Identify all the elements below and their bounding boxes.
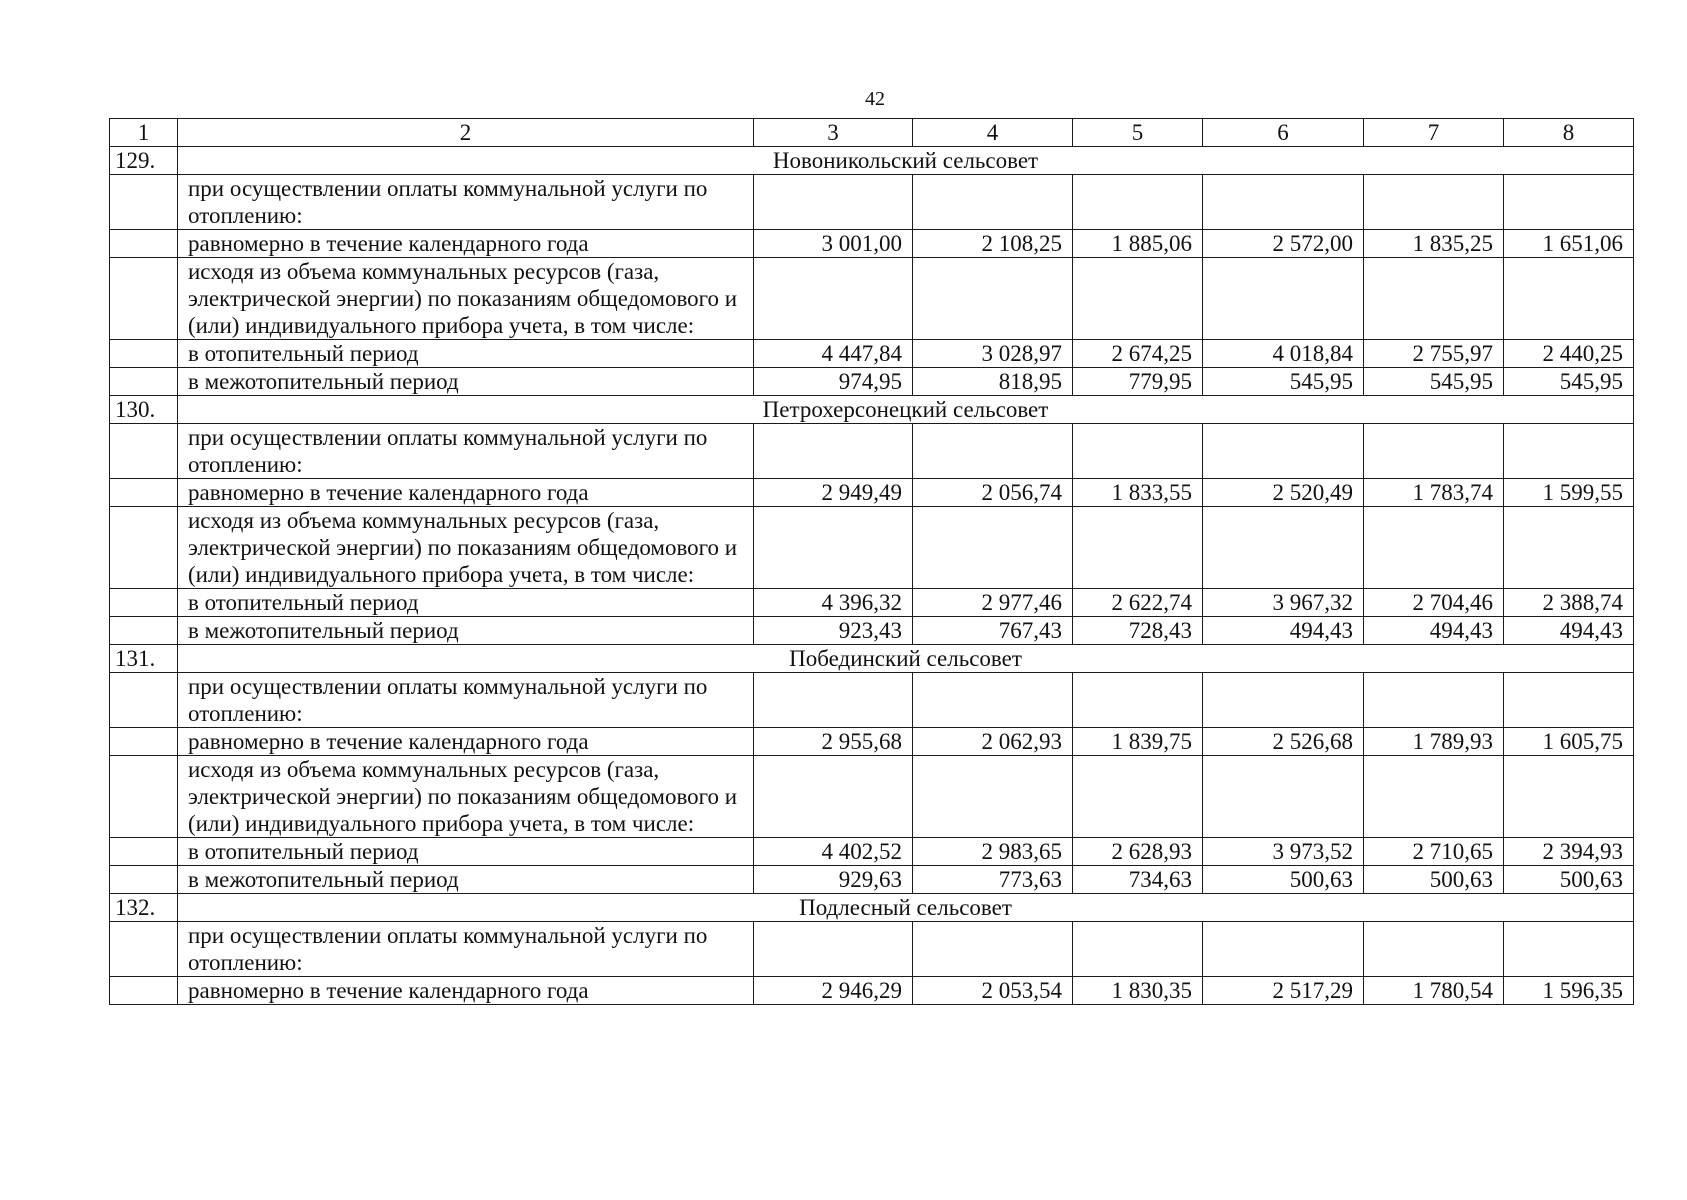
row-index-cell — [110, 479, 178, 507]
value-cell — [913, 922, 1073, 977]
row-index-cell — [110, 756, 178, 838]
value-cell — [1073, 175, 1203, 230]
section-header-row — [110, 396, 1634, 424]
value-cell: 923,43 — [754, 617, 913, 645]
row-index-cell — [110, 617, 178, 645]
value-cell — [1504, 258, 1634, 340]
value-cell: 1 651,06 — [1504, 230, 1634, 258]
value-cell: 1 789,93 — [1364, 728, 1504, 756]
section-name: Побединский сельсовет — [178, 645, 1634, 673]
value-cell: 2 710,65 — [1364, 838, 1504, 866]
value-cell: 1 833,55 — [1073, 479, 1203, 507]
value-cell — [1203, 922, 1364, 977]
value-cell: 4 396,32 — [754, 589, 913, 617]
value-cell: 818,95 — [913, 368, 1073, 396]
value-cell: 2 674,25 — [1073, 340, 1203, 368]
value-cell: 3 967,32 — [1203, 589, 1364, 617]
table-row — [110, 756, 1634, 838]
value-cell: 500,63 — [1203, 866, 1364, 894]
value-cell: 3 001,00 — [754, 230, 913, 258]
value-cell: 2 628,93 — [1073, 838, 1203, 866]
section-header-row — [110, 645, 1634, 673]
row-label: при осуществлении оплаты коммунальной услуги по отоплению: — [178, 922, 754, 977]
value-cell — [1504, 424, 1634, 479]
table-row — [110, 230, 1634, 258]
value-cell: 1 605,75 — [1504, 728, 1634, 756]
value-cell: 728,43 — [1073, 617, 1203, 645]
table-row — [110, 479, 1634, 507]
value-cell — [1504, 175, 1634, 230]
table-row — [110, 922, 1634, 977]
row-index-cell — [110, 230, 178, 258]
value-cell — [913, 507, 1073, 589]
row-index-cell — [110, 340, 178, 368]
header-cell: 5 — [1073, 119, 1203, 147]
value-cell — [1073, 507, 1203, 589]
row-index-cell — [110, 258, 178, 340]
table-row — [110, 175, 1634, 230]
row-label: при осуществлении оплаты коммунальной услуги по отоплению: — [178, 673, 754, 728]
value-cell: 494,43 — [1203, 617, 1364, 645]
table-row — [110, 368, 1634, 396]
value-cell: 494,43 — [1504, 617, 1634, 645]
row-index-cell — [110, 838, 178, 866]
value-cell: 2 053,54 — [913, 977, 1073, 1005]
section-header-row — [110, 894, 1634, 922]
value-cell — [1203, 507, 1364, 589]
value-cell: 545,95 — [1364, 368, 1504, 396]
value-cell: 2 517,29 — [1203, 977, 1364, 1005]
row-label: исходя из объема коммунальных ресурсов (газа, электрической энергии) по показаниям общедомового и (или) индивидуального прибора учета, в том числе: — [178, 756, 754, 838]
value-cell: 2 983,65 — [913, 838, 1073, 866]
value-cell: 2 946,29 — [754, 977, 913, 1005]
value-cell: 545,95 — [1203, 368, 1364, 396]
section-index: 131. — [110, 645, 178, 673]
value-cell: 929,63 — [754, 866, 913, 894]
row-index-cell — [110, 977, 178, 1005]
row-index-cell — [110, 922, 178, 977]
table-row — [110, 866, 1634, 894]
header-cell: 4 — [913, 119, 1073, 147]
row-label: исходя из объема коммунальных ресурсов (газа, электрической энергии) по показаниям общедомового и (или) индивидуального прибора учета, в том числе: — [178, 258, 754, 340]
value-cell — [1203, 175, 1364, 230]
value-cell: 779,95 — [1073, 368, 1203, 396]
row-label: при осуществлении оплаты коммунальной услуги по отоплению: — [178, 175, 754, 230]
value-cell: 2 572,00 — [1203, 230, 1364, 258]
row-index-cell — [110, 507, 178, 589]
value-cell: 2 755,97 — [1364, 340, 1504, 368]
value-cell: 1 830,35 — [1073, 977, 1203, 1005]
row-label: исходя из объема коммунальных ресурсов (газа, электрической энергии) по показаниям общедомового и (или) индивидуального прибора учета, в том числе: — [178, 507, 754, 589]
row-label: равномерно в течение календарного года — [178, 230, 754, 258]
table-row — [110, 424, 1634, 479]
value-cell: 2 394,93 — [1504, 838, 1634, 866]
row-label: в межотопительный период — [178, 368, 754, 396]
value-cell — [913, 258, 1073, 340]
value-cell: 974,95 — [754, 368, 913, 396]
value-cell — [913, 673, 1073, 728]
header-cell: 3 — [754, 119, 913, 147]
row-label: в отопительный период — [178, 340, 754, 368]
section-index: 129. — [110, 147, 178, 175]
value-cell — [913, 756, 1073, 838]
value-cell: 1 839,75 — [1073, 728, 1203, 756]
value-cell: 2 704,46 — [1364, 589, 1504, 617]
table-row — [110, 673, 1634, 728]
value-cell — [1364, 258, 1504, 340]
value-cell — [1203, 756, 1364, 838]
table-row — [110, 340, 1634, 368]
value-cell — [1364, 673, 1504, 728]
value-cell: 4 018,84 — [1203, 340, 1364, 368]
header-cell: 8 — [1504, 119, 1634, 147]
value-cell — [1073, 258, 1203, 340]
row-label: равномерно в течение календарного года — [178, 479, 754, 507]
value-cell: 1 835,25 — [1364, 230, 1504, 258]
value-cell: 734,63 — [1073, 866, 1203, 894]
value-cell: 1 783,74 — [1364, 479, 1504, 507]
section-header-row — [110, 147, 1634, 175]
value-cell — [754, 424, 913, 479]
value-cell — [1073, 922, 1203, 977]
value-cell: 4 402,52 — [754, 838, 913, 866]
header-cell: 6 — [1203, 119, 1364, 147]
header-cell: 7 — [1364, 119, 1504, 147]
value-cell: 767,43 — [913, 617, 1073, 645]
row-index-cell — [110, 424, 178, 479]
value-cell — [1504, 507, 1634, 589]
value-cell: 2 388,74 — [1504, 589, 1634, 617]
value-cell: 2 440,25 — [1504, 340, 1634, 368]
value-cell: 2 949,49 — [754, 479, 913, 507]
value-cell — [1073, 673, 1203, 728]
table-row — [110, 617, 1634, 645]
row-label: в отопительный период — [178, 838, 754, 866]
value-cell — [1364, 507, 1504, 589]
value-cell: 2 520,49 — [1203, 479, 1364, 507]
value-cell — [754, 175, 913, 230]
value-cell: 2 526,68 — [1203, 728, 1364, 756]
value-cell — [913, 175, 1073, 230]
value-cell: 2 108,25 — [913, 230, 1073, 258]
value-cell — [754, 922, 913, 977]
value-cell — [1203, 424, 1364, 479]
value-cell — [913, 424, 1073, 479]
value-cell — [754, 673, 913, 728]
row-label: равномерно в течение календарного года — [178, 728, 754, 756]
section-name: Подлесный сельсовет — [178, 894, 1634, 922]
value-cell — [1504, 673, 1634, 728]
value-cell: 545,95 — [1504, 368, 1634, 396]
row-index-cell — [110, 175, 178, 230]
value-cell — [1504, 756, 1634, 838]
value-cell: 2 062,93 — [913, 728, 1073, 756]
page-number: 42 — [865, 88, 885, 110]
row-index-cell — [110, 673, 178, 728]
value-cell: 1 780,54 — [1364, 977, 1504, 1005]
value-cell — [1364, 756, 1504, 838]
header-cell: 1 — [110, 119, 178, 147]
header-cell: 2 — [178, 119, 754, 147]
table-row — [110, 728, 1634, 756]
value-cell — [1073, 424, 1203, 479]
table-body — [110, 119, 1634, 1005]
value-cell: 500,63 — [1504, 866, 1634, 894]
section-index: 132. — [110, 894, 178, 922]
value-cell: 500,63 — [1364, 866, 1504, 894]
value-cell: 1 885,06 — [1073, 230, 1203, 258]
value-cell: 2 622,74 — [1073, 589, 1203, 617]
section-index: 130. — [110, 396, 178, 424]
row-index-cell — [110, 866, 178, 894]
value-cell: 2 977,46 — [913, 589, 1073, 617]
value-cell: 2 056,74 — [913, 479, 1073, 507]
value-cell — [754, 756, 913, 838]
value-cell: 773,63 — [913, 866, 1073, 894]
value-cell — [1364, 175, 1504, 230]
row-label: в отопительный период — [178, 589, 754, 617]
value-cell — [1504, 922, 1634, 977]
value-cell: 1 599,55 — [1504, 479, 1634, 507]
row-label: равномерно в течение календарного года — [178, 977, 754, 1005]
value-cell: 4 447,84 — [754, 340, 913, 368]
table-row — [110, 977, 1634, 1005]
row-label: при осуществлении оплаты коммунальной услуги по отоплению: — [178, 424, 754, 479]
value-cell — [1364, 922, 1504, 977]
tariff-table — [109, 118, 1634, 1005]
value-cell — [1073, 756, 1203, 838]
value-cell — [1364, 424, 1504, 479]
table-row — [110, 258, 1634, 340]
table-row — [110, 507, 1634, 589]
value-cell — [1203, 673, 1364, 728]
value-cell — [754, 507, 913, 589]
value-cell: 494,43 — [1364, 617, 1504, 645]
table-row — [110, 589, 1634, 617]
section-name: Петрохерсонецкий сельсовет — [178, 396, 1634, 424]
table-row — [110, 838, 1634, 866]
row-index-cell — [110, 368, 178, 396]
row-index-cell — [110, 589, 178, 617]
row-label: в межотопительный период — [178, 617, 754, 645]
value-cell: 3 028,97 — [913, 340, 1073, 368]
header-row — [110, 119, 1634, 147]
row-label: в межотопительный период — [178, 866, 754, 894]
value-cell — [1203, 258, 1364, 340]
value-cell: 1 596,35 — [1504, 977, 1634, 1005]
row-index-cell — [110, 728, 178, 756]
value-cell — [754, 258, 913, 340]
section-name: Новоникольский сельсовет — [178, 147, 1634, 175]
value-cell: 2 955,68 — [754, 728, 913, 756]
value-cell: 3 973,52 — [1203, 838, 1364, 866]
